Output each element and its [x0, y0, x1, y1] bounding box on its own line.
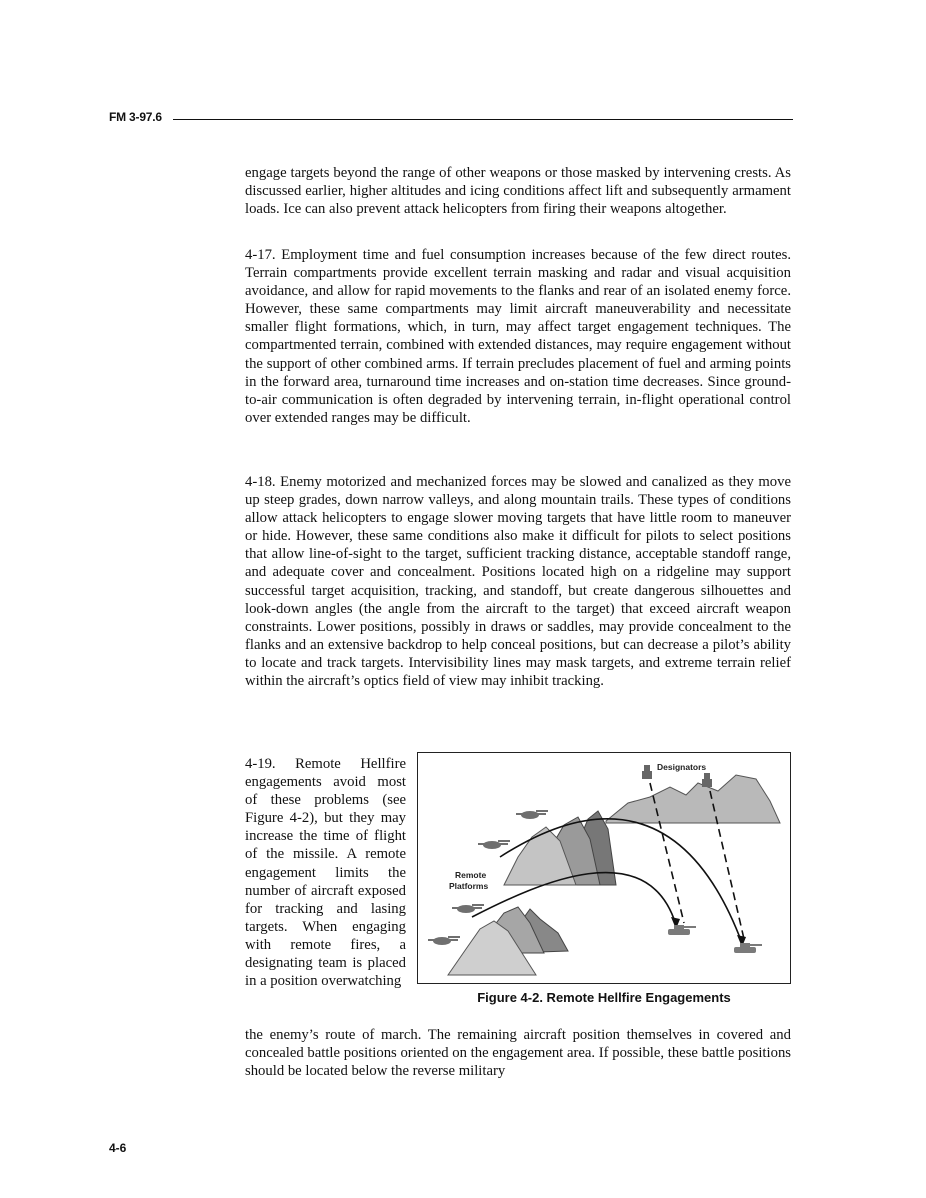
paragraph-4-17	[245, 246, 791, 427]
paragraph-text: engage targets beyond the range of other weapons or those masked by intervening crests. As discussed earlier, higher altitudes and icing conditions affect lift and subsequently armament loads. Ice can also prevent attack helicopters from firing their weapons altogether.	[245, 165, 791, 218]
figure-caption: Figure 4-2. Remote Hellfire Engagements	[477, 990, 731, 1005]
figure-4-2	[417, 752, 791, 984]
designators-label: Designators	[657, 762, 707, 772]
paragraph-4-19-continued	[245, 1026, 791, 1080]
remote-platforms-label-line2: Platforms	[449, 881, 489, 891]
paragraph-text: the enemy’s route of march. The remaining aircraft position themselves in covered and concealed battle positions oriented on the engagement area. If possible, these battle positions should be located below the reverse military	[245, 1027, 791, 1080]
far-ridge	[606, 775, 780, 823]
page-number: 4-6	[109, 1141, 127, 1155]
tank-icon	[668, 925, 762, 953]
remote-platforms-label-line1: Remote	[455, 870, 487, 880]
paragraph-text: 4-17. Employment time and fuel consumption increases because of the few direct routes. Terrain compartments provide excellent terrain masking and radar and visual acquisition avoidance, and allow for rapid movements to the flanks and rear of an isolated enemy force. However, these same compartments may limit aircraft maneuverability and necessitate smaller flight formations, which, in turn, may affect target engagement techniques. The compartmented terrain, combined with extended distances, may require engagement without the support of other combined arms. If terrain precludes placement of fuel and arming points in the forward area, turnaround time increases and on-station time decreases. Since ground-to-air communication is often degraded by intervening terrain, in-flight operational control over extended ranges may be difficult.	[245, 247, 791, 426]
paragraph-4-19-wrapped	[245, 755, 406, 990]
running-header: FM 3-97.6	[109, 110, 162, 124]
paragraph-continuation	[245, 164, 791, 218]
header-rule	[173, 119, 793, 120]
paragraph-text: 4-19. Remote Hellfire engagements avoid most of these problems (see Figure 4-2), but they may increase the time of flight of the missile. A remote engagement limits the number of aircraft exposed for tracking and lasing targets. When engaging with remote fires, a designating team is placed in a position overwatching	[245, 756, 406, 990]
figure-illustration	[418, 753, 790, 983]
paragraph-text: 4-18. Enemy motorized and mechanized forces may be slowed and canalized as they move up steep grades, down narrow valleys, and along mountain trails. These types of conditions allow attack helicopters to engage slower moving targets that have little room to maneuver or hide. However, these same conditions also make it difficult for pilots to select positions that allow line-of-sight to the target, sufficient tracking distance, acceptable standoff range, and adequate cover and concealment. Positions located high on a ridgeline may support successful target acquisition, tracking, and standoff, but create dangerous silhouettes and look-down angles (the angle from the aircraft to the target) that exceed aircraft weapon constraints. Lower positions, possibly in draws or saddles, may provide concealment to the flanks and an extensive backdrop to help conceal positions, but can decrease a pilot’s ability to locate and track targets. Intervisibility lines may mask targets, and extreme terrain relief within the aircraft’s optics field of view may inhibit tracking.	[245, 474, 791, 690]
paragraph-4-18	[245, 473, 791, 690]
